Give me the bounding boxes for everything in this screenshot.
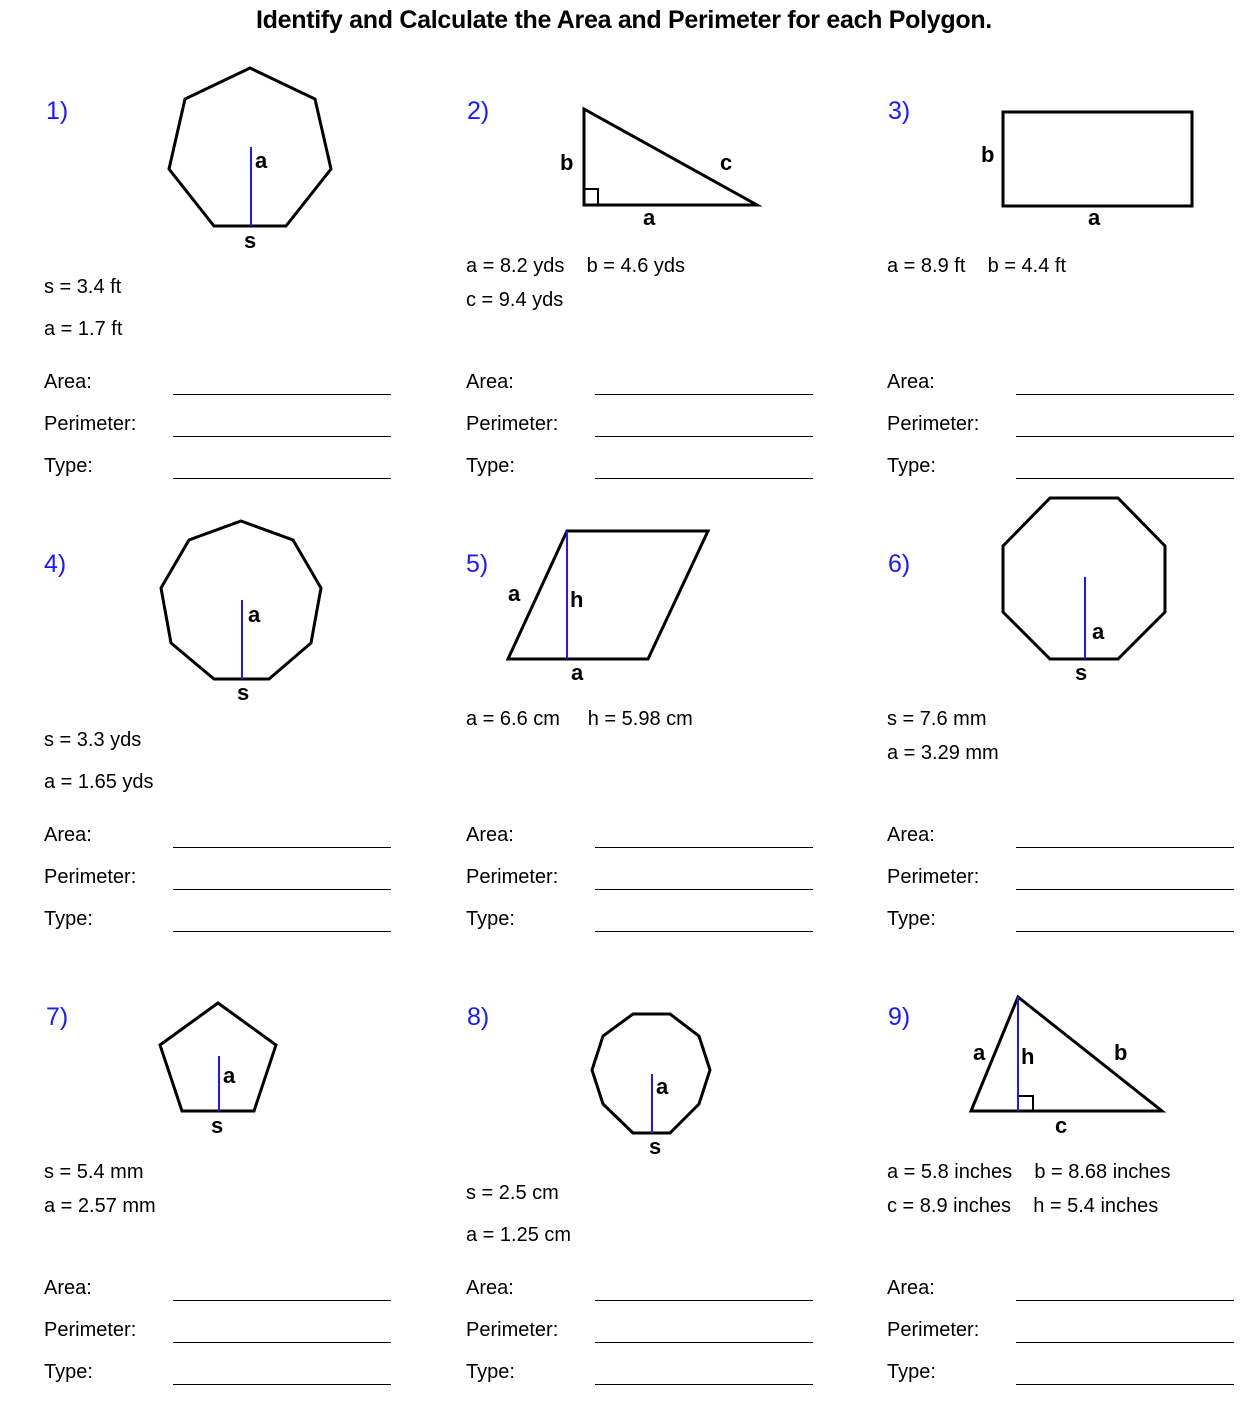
area-blank[interactable] — [1016, 847, 1234, 848]
type-label: Type: — [466, 908, 515, 930]
perimeter-label: Perimeter: — [466, 1319, 559, 1341]
label-s-7: s — [211, 1113, 224, 1138]
area-label: Area: — [466, 824, 514, 846]
label-a-3: a — [1088, 205, 1101, 230]
type-blank[interactable] — [1016, 1384, 1234, 1385]
given-line-1a: s = 3.4 ft — [44, 276, 122, 298]
problem-number-5: 5) — [466, 550, 489, 578]
label-s-8: s — [649, 1134, 662, 1159]
type-blank[interactable] — [173, 1384, 391, 1385]
given-line-6b: a = 3.29 mm — [887, 742, 999, 764]
label-c-9: c — [1055, 1113, 1068, 1138]
triangle-figure-9 — [971, 997, 1162, 1111]
label-a-1: a — [255, 148, 268, 173]
given-line-9b: c = 8.9 inches h = 5.4 inches — [887, 1195, 1159, 1217]
label-a-4: a — [248, 602, 261, 627]
label-h-9: h — [1021, 1044, 1035, 1069]
perimeter-blank[interactable] — [1016, 436, 1234, 437]
area-label: Area: — [887, 824, 935, 846]
type-blank[interactable] — [595, 931, 813, 932]
area-label: Area: — [466, 371, 514, 393]
area-label: Area: — [887, 371, 935, 393]
given-line-7a: s = 5.4 mm — [44, 1161, 144, 1183]
perimeter-label: Perimeter: — [466, 866, 559, 888]
label-s-1: s — [244, 228, 257, 253]
perimeter-label: Perimeter: — [44, 1319, 137, 1341]
problem-number-2: 2) — [467, 97, 490, 125]
area-label: Area: — [44, 1277, 92, 1299]
perimeter-blank[interactable] — [173, 1342, 391, 1343]
label-s-4: s — [237, 680, 250, 705]
right-angle-marker-9 — [1018, 1096, 1033, 1111]
given-line-4b: a = 1.65 yds — [44, 771, 154, 793]
problem-number-7: 7) — [46, 1003, 69, 1031]
area-label: Area: — [44, 824, 92, 846]
given-line-2b: c = 9.4 yds — [466, 289, 564, 311]
area-blank[interactable] — [173, 394, 391, 395]
given-line-8a: s = 2.5 cm — [466, 1182, 559, 1204]
parallelogram-figure-5 — [508, 531, 708, 659]
area-blank[interactable] — [595, 394, 813, 395]
given-line-4a: s = 3.3 yds — [44, 729, 142, 751]
perimeter-label: Perimeter: — [887, 1319, 980, 1341]
label-a-base-5: a — [571, 660, 584, 685]
type-label: Type: — [44, 1361, 93, 1383]
type-label: Type: — [44, 908, 93, 930]
page-title: Identify and Calculate the Area and Perimeter for each Polygon. — [256, 6, 992, 34]
label-a-7: a — [223, 1063, 236, 1088]
area-label: Area: — [44, 371, 92, 393]
perimeter-blank[interactable] — [1016, 889, 1234, 890]
given-line-8b: a = 1.25 cm — [466, 1224, 572, 1246]
perimeter-blank[interactable] — [595, 436, 813, 437]
problem-number-4: 4) — [44, 550, 67, 578]
type-label: Type: — [44, 455, 93, 477]
type-blank[interactable] — [173, 478, 391, 479]
perimeter-label: Perimeter: — [44, 413, 137, 435]
type-label: Type: — [466, 455, 515, 477]
type-blank[interactable] — [595, 1384, 813, 1385]
area-blank[interactable] — [595, 1300, 813, 1301]
area-label: Area: — [887, 1277, 935, 1299]
perimeter-label: Perimeter: — [466, 413, 559, 435]
perimeter-label: Perimeter: — [44, 866, 137, 888]
perimeter-blank[interactable] — [173, 436, 391, 437]
label-a-9: a — [973, 1040, 986, 1065]
label-a-6: a — [1092, 619, 1105, 644]
problem-number-6: 6) — [888, 550, 911, 578]
type-label: Type: — [887, 455, 936, 477]
problem-number-8: 8) — [467, 1003, 490, 1031]
problem-number-1: 1) — [46, 97, 69, 125]
given-line-1b: a = 1.7 ft — [44, 318, 123, 340]
area-blank[interactable] — [1016, 1300, 1234, 1301]
given-line-5a: a = 6.6 cm h = 5.98 cm — [466, 708, 693, 730]
type-blank[interactable] — [1016, 478, 1234, 479]
area-blank[interactable] — [173, 1300, 391, 1301]
perimeter-blank[interactable] — [1016, 1342, 1234, 1343]
perimeter-label: Perimeter: — [887, 413, 980, 435]
perimeter-blank[interactable] — [595, 1342, 813, 1343]
label-b-2: b — [560, 150, 574, 175]
type-label: Type: — [887, 1361, 936, 1383]
type-blank[interactable] — [1016, 931, 1234, 932]
label-a-side-5: a — [508, 581, 521, 606]
label-a-2: a — [643, 205, 656, 230]
given-line-9a: a = 5.8 inches b = 8.68 inches — [887, 1161, 1171, 1183]
problem-number-9: 9) — [888, 1003, 911, 1031]
type-label: Type: — [887, 908, 936, 930]
given-line-2a: a = 8.2 yds b = 4.6 yds — [466, 255, 686, 277]
area-blank[interactable] — [595, 847, 813, 848]
label-s-6: s — [1075, 660, 1088, 685]
type-blank[interactable] — [173, 931, 391, 932]
label-h-5: h — [570, 587, 584, 612]
label-b-9: b — [1114, 1040, 1128, 1065]
area-blank[interactable] — [173, 847, 391, 848]
perimeter-label: Perimeter: — [887, 866, 980, 888]
label-a-8: a — [656, 1074, 669, 1099]
label-c-2: c — [720, 150, 733, 175]
given-line-6a: s = 7.6 mm — [887, 708, 987, 730]
area-label: Area: — [466, 1277, 514, 1299]
perimeter-blank[interactable] — [173, 889, 391, 890]
type-label: Type: — [466, 1361, 515, 1383]
rectangle-figure-3 — [1003, 112, 1192, 206]
label-b-3: b — [981, 142, 995, 167]
perimeter-blank[interactable] — [595, 889, 813, 890]
area-blank[interactable] — [1016, 394, 1234, 395]
given-line-3a: a = 8.9 ft b = 4.4 ft — [887, 255, 1067, 277]
right-angle-marker-2 — [584, 189, 598, 205]
given-line-7b: a = 2.57 mm — [44, 1195, 156, 1217]
type-blank[interactable] — [595, 478, 813, 479]
problem-number-3: 3) — [888, 97, 911, 125]
